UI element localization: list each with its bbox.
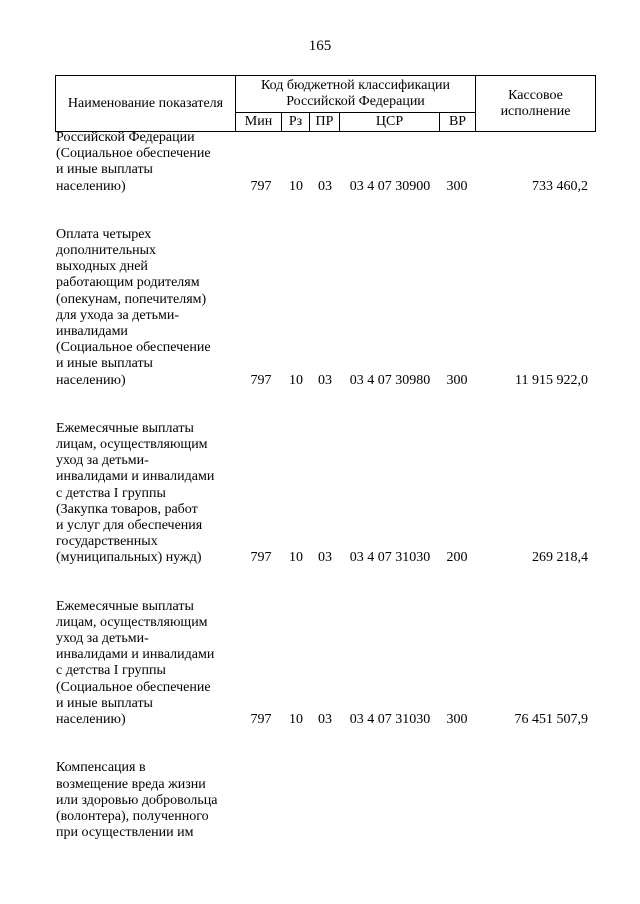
row-csr: 03 4 07 30900: [349, 178, 431, 194]
row-rz: 10: [289, 372, 303, 388]
table-header: [55, 75, 596, 132]
row-csr: 03 4 07 30980: [349, 372, 431, 388]
header-min: Мин: [236, 113, 282, 132]
row-rz: 10: [289, 712, 303, 728]
row-sum: 269 218,4: [532, 550, 588, 566]
header-code-column: Код бюджетной классификации Российской Федерации: [236, 76, 476, 113]
row-vr: 300: [446, 178, 468, 194]
page-number: 165: [308, 38, 332, 54]
row-name: Компенсация в возмещение вреда жизни или здоровью добровольца (волонтера), полученного при осуществлении им: [56, 760, 218, 841]
row-name: Оплата четырех дополнительных выходных дней работающим родителям (опекунам, попечителям) для ухода за детьми- инвалидами (Социальное обеспечение и иные выплаты населению): [56, 226, 211, 388]
table-body: [56, 130, 596, 873]
header-pr: ПР: [310, 113, 340, 132]
row-vr: 300: [446, 712, 468, 728]
row-pr: 03: [318, 372, 332, 388]
row-name: Российской Федерации (Социальное обеспечение и иные выплаты населению): [56, 130, 211, 194]
row-name: Ежемесячные выплаты лицам, осуществляющим уход за детьми- инвалидами и инвалидами с детства I группы (Социальное обеспечение и иные выплаты населению): [56, 598, 215, 728]
row-rz: 10: [289, 178, 303, 194]
table-row: [56, 130, 596, 195]
header-name-column: Наименование показателя: [56, 76, 236, 132]
row-min: 797: [250, 372, 272, 388]
row-min: 797: [250, 550, 272, 566]
row-csr: 03 4 07 31030: [349, 550, 431, 566]
row-vr: 200: [446, 550, 468, 566]
table-row: [56, 599, 596, 729]
row-rz: 10: [289, 550, 303, 566]
row-pr: 03: [318, 178, 332, 194]
row-sum: 76 451 507,9: [514, 712, 588, 728]
table-row: [56, 227, 596, 389]
row-csr: 03 4 07 31030: [349, 712, 431, 728]
row-sum: 11 915 922,0: [515, 372, 588, 388]
row-sum: 733 460,2: [532, 178, 588, 194]
header-rz: Рз: [282, 113, 310, 132]
header-vr: ВР: [440, 113, 476, 132]
row-min: 797: [250, 712, 272, 728]
row-pr: 03: [318, 550, 332, 566]
row-vr: 300: [446, 372, 468, 388]
table-row: [56, 760, 596, 841]
row-min: 797: [250, 178, 272, 194]
header-csr: ЦСР: [340, 113, 440, 132]
header-sum-column: Кассовое исполнение: [476, 76, 596, 132]
row-pr: 03: [318, 712, 332, 728]
table-row: [56, 421, 596, 567]
row-name: Ежемесячные выплаты лицам, осуществляющим уход за детьми- инвалидами и инвалидами с детства I группы (Закупка товаров, работ и услуг для обеспечения государственных (муниципальных) нужд): [56, 420, 215, 566]
